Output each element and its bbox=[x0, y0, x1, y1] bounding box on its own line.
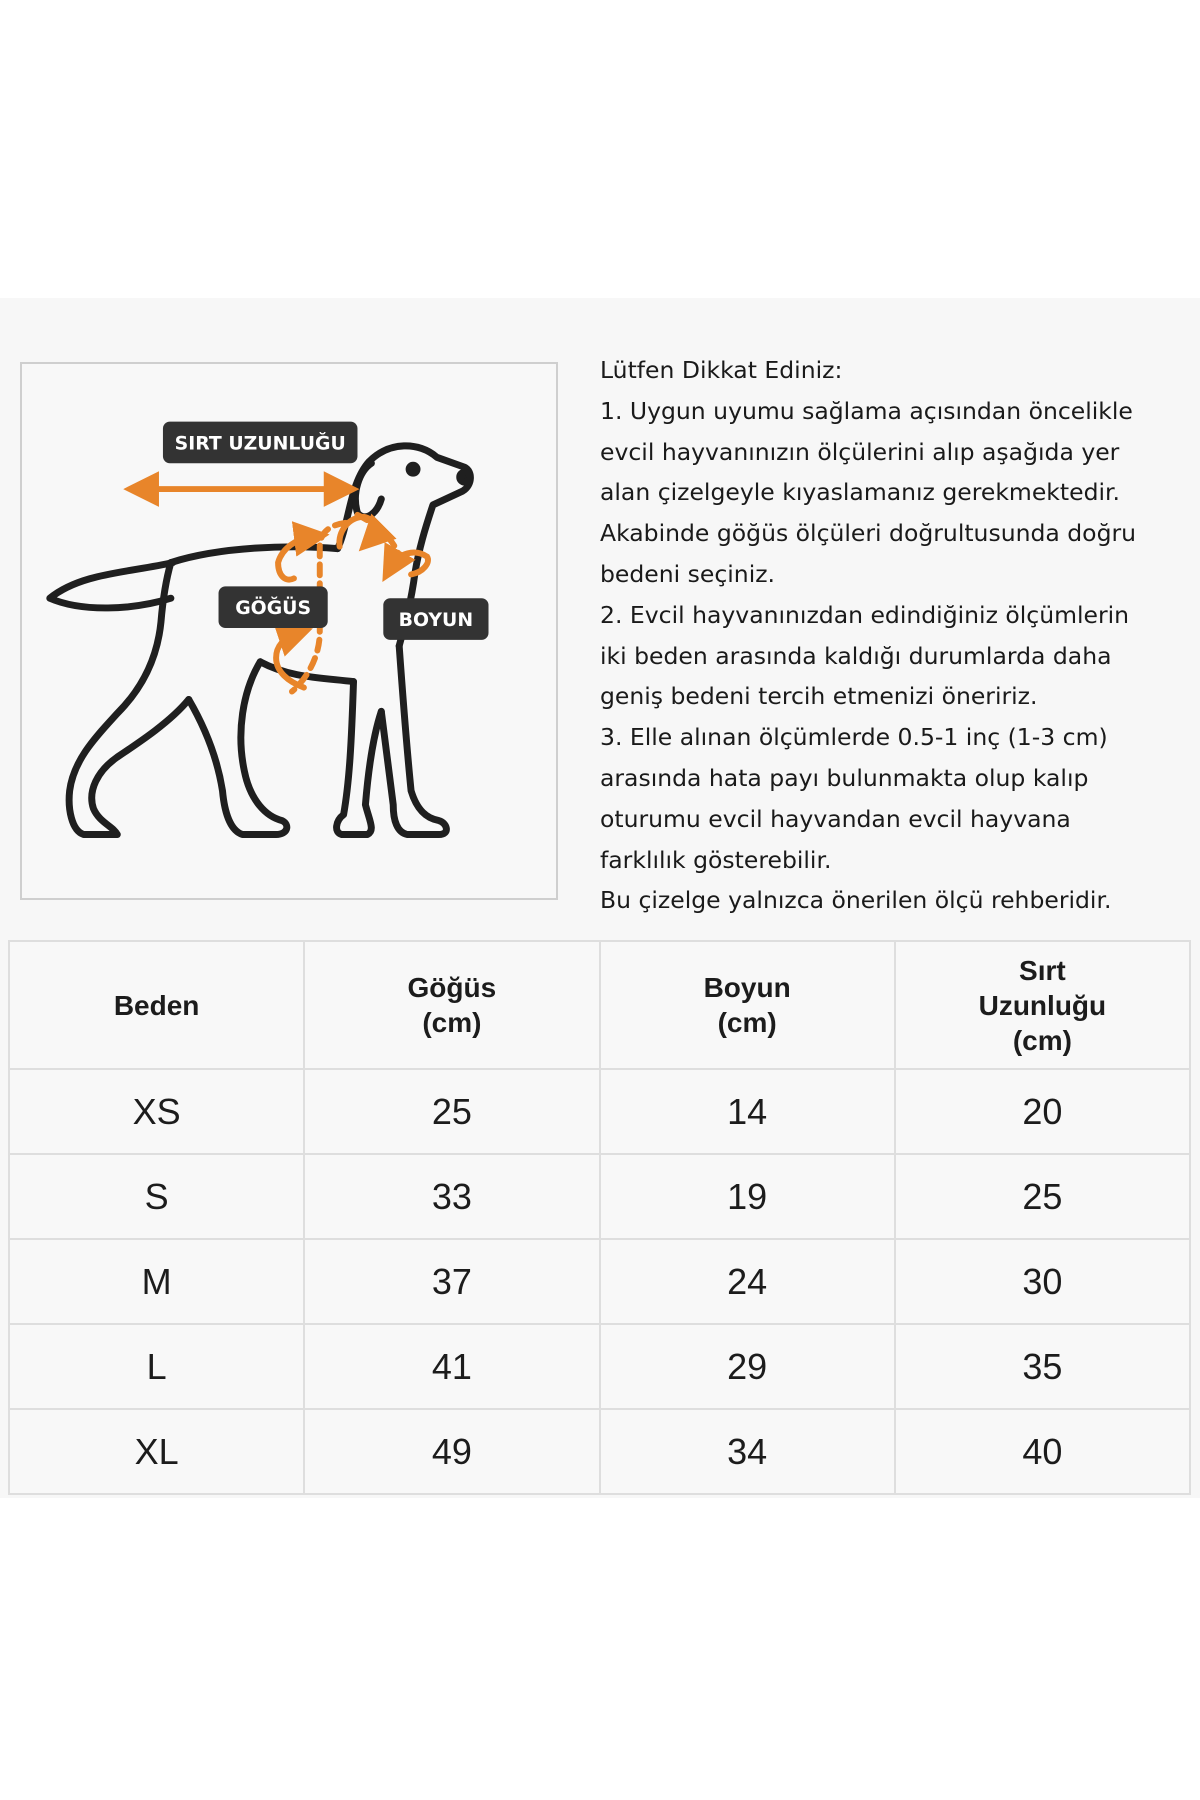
note-line: farklılık gösterebilir. bbox=[600, 845, 832, 874]
chest-cell: 37 bbox=[304, 1239, 599, 1324]
chest-label-text: GÖĞÜS bbox=[235, 598, 312, 620]
neck-cell: 29 bbox=[600, 1324, 895, 1409]
header-size-label: Beden bbox=[113, 989, 200, 1021]
table-header-row bbox=[9, 941, 1190, 1069]
header-neck-unit: (cm) bbox=[717, 1007, 777, 1038]
note-line: 2. Evcil hayvanınızdan edindiğiniz ölçümlerin bbox=[600, 600, 1130, 629]
size-cell: XS bbox=[9, 1069, 304, 1154]
header-neck bbox=[600, 941, 895, 1069]
back-length-cell: 25 bbox=[895, 1154, 1190, 1239]
note-line: 3. Elle alınan ölçümlerde 0.5-1 inç (1-3 cm) bbox=[600, 723, 1108, 752]
chest-cell: 33 bbox=[304, 1154, 599, 1239]
neck-label-text: BOYUN bbox=[398, 610, 474, 632]
back-length-cell: 20 bbox=[895, 1069, 1190, 1154]
header-back-label-2: Uzunluğu bbox=[978, 989, 1107, 1021]
chest-cell: 41 bbox=[304, 1324, 599, 1409]
chest-label bbox=[219, 586, 328, 628]
table-row bbox=[9, 1409, 1190, 1494]
header-chest-unit: (cm) bbox=[422, 1007, 482, 1038]
back-length-label bbox=[163, 422, 358, 464]
neck-arrow-icon bbox=[391, 553, 428, 575]
note-line: 1. Uygun uyumu sağlama açısından öncelikle bbox=[600, 396, 1133, 425]
header-back-unit: (cm) bbox=[1012, 1024, 1072, 1056]
note-line: iki beden arasında kaldığı durumlarda daha bbox=[600, 641, 1112, 670]
header-size bbox=[9, 941, 304, 1069]
back-length-cell: 40 bbox=[895, 1409, 1190, 1494]
neck-cell: 24 bbox=[600, 1239, 895, 1324]
size-cell: L bbox=[9, 1324, 304, 1409]
neck-cell: 34 bbox=[600, 1409, 895, 1494]
note-line: arasında hata payı bulunmakta olup kalıp bbox=[600, 763, 1089, 792]
size-cell: S bbox=[9, 1154, 304, 1239]
table-row bbox=[9, 1239, 1190, 1324]
header-chest bbox=[304, 941, 599, 1069]
header-neck-label: Boyun bbox=[703, 972, 791, 1003]
header-back-length bbox=[895, 941, 1190, 1069]
note-line: evcil hayvanınızın ölçülerini alıp aşağıda yer bbox=[600, 437, 1120, 466]
dog-measurement-diagram bbox=[20, 362, 558, 900]
dog-measurement-svg bbox=[22, 364, 556, 898]
chest-cell: 25 bbox=[304, 1069, 599, 1154]
neck-cell: 19 bbox=[600, 1154, 895, 1239]
size-cell: M bbox=[9, 1239, 304, 1324]
chest-cell: 49 bbox=[304, 1409, 599, 1494]
size-chart-table bbox=[8, 940, 1191, 1495]
note-line: oturumu evcil hayvandan evcil hayvana bbox=[600, 804, 1071, 833]
back-length-cell: 35 bbox=[895, 1324, 1190, 1409]
care-notes bbox=[600, 350, 1190, 921]
table-row bbox=[9, 1154, 1190, 1239]
table-row bbox=[9, 1069, 1190, 1154]
size-cell: XL bbox=[9, 1409, 304, 1494]
header-back-label-1: Sırt bbox=[1019, 954, 1066, 986]
table-row bbox=[9, 1324, 1190, 1409]
note-line: Bu çizelge yalnızca önerilen ölçü rehberidir. bbox=[600, 886, 1112, 915]
note-line: alan çizelgeyle kıyaslamanız gerekmektedir. bbox=[600, 478, 1120, 507]
neck-cell: 14 bbox=[600, 1069, 895, 1154]
dog-silhouette-icon bbox=[50, 446, 474, 835]
note-line: bedeni seçiniz. bbox=[600, 559, 776, 588]
neck-label bbox=[383, 598, 488, 640]
back-length-cell: 30 bbox=[895, 1239, 1190, 1324]
note-line: geniş bedeni tercih etmenizi öneririz. bbox=[600, 682, 1038, 711]
header-chest-label: Göğüs bbox=[407, 972, 497, 1003]
back-length-label-text: SIRT UZUNLUĞU bbox=[174, 433, 346, 455]
chest-top-arrow-icon bbox=[278, 537, 312, 580]
notes-heading: Lütfen Dikkat Ediniz: bbox=[600, 356, 843, 384]
note-line: Akabinde göğüs ölçüleri doğrultusunda doğru bbox=[600, 519, 1137, 548]
